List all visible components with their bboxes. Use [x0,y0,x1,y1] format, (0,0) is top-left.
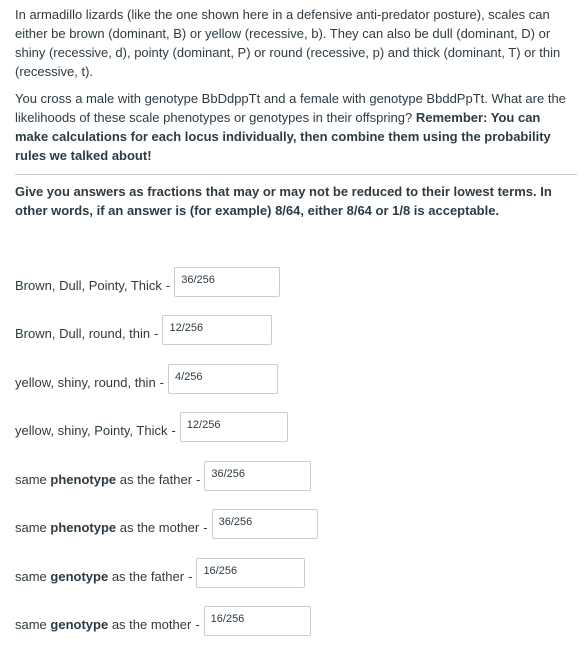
answer-input[interactable]: 12/256 [162,315,272,345]
instructions-text: You cross a male with genotype BbDdppTt and a female with genotype BbddPpTt. What are the likelihoods of these scale phenotypes or genotypes in their offspring? [15,91,566,125]
label-prefix: same [15,616,51,632]
label-emphasis: genotype [50,568,109,584]
question-row [15,464,311,494]
question-row [15,561,305,591]
intro-paragraph: In armadillo lizards (like the one shown here in a defensive anti-predator posture), scales can either be brown (dominant, B) or yellow (recessive, b). They can also be dull (dominant, D) or shiny (recessive, d), pointy (dominant, P) or round (recessive, p) and thick (dominant, T) or thin (recessive, t). [15,7,561,79]
question-label: Brown, Dull, round, thin [15,325,151,341]
label-prefix: same [15,568,51,584]
answer-input[interactable]: 12/256 [180,412,288,442]
question-label [15,567,184,586]
question-label [15,615,191,634]
label-prefix: same [15,519,51,535]
label-suffix: as the mother [116,519,200,535]
question-row [15,367,278,397]
dash: - [154,325,159,341]
answer-input[interactable]: 16/256 [204,606,311,636]
question-label: yellow, shiny, Pointy, Thick [15,422,168,438]
dash: - [195,616,200,632]
label-suffix: as the father [108,568,185,584]
question-row [15,512,318,542]
label-emphasis: phenotype [50,471,117,487]
dash: - [196,471,201,487]
question-row [15,415,288,445]
question-label [15,518,199,537]
dash: - [159,374,165,390]
label-emphasis: genotype [50,616,109,632]
answer-format-text: Give you answers as fractions that may or may not be reduced to their lowest terms. In other words, if an answer is (for example) 8/64, either 8/64 or 1/8 is acceptable. [15,184,552,218]
answer-input[interactable]: 36/256 [174,267,280,297]
answer-input[interactable]: 36/256 [212,509,318,539]
label-emphasis: phenotype [50,519,117,535]
questions-list [15,230,577,670]
label-suffix: as the mother [108,616,192,632]
dash: - [165,277,171,293]
answer-format-note [15,182,577,220]
dash: - [171,422,176,438]
question-row [15,270,280,300]
dash: - [203,519,208,535]
label-suffix: as the father [116,471,193,487]
label-prefix: same [15,471,51,487]
answer-input[interactable]: 4/256 [168,364,278,394]
answer-input[interactable]: 16/256 [196,558,305,588]
question-row [15,318,272,348]
question-label [15,470,192,489]
question-label: Brown, Dull, Pointy, Thick [15,277,162,293]
dash: - [188,568,193,584]
answer-input[interactable]: 36/256 [204,461,311,491]
question-row [15,609,311,639]
question-label: yellow, shiny, round, thin [15,374,156,390]
instructions-paragraph [15,89,577,165]
instructions-reminder: Remember: You can make calculations for each locus individually, then combine them using the probability rules we talked about! [15,110,551,163]
divider [15,174,577,175]
